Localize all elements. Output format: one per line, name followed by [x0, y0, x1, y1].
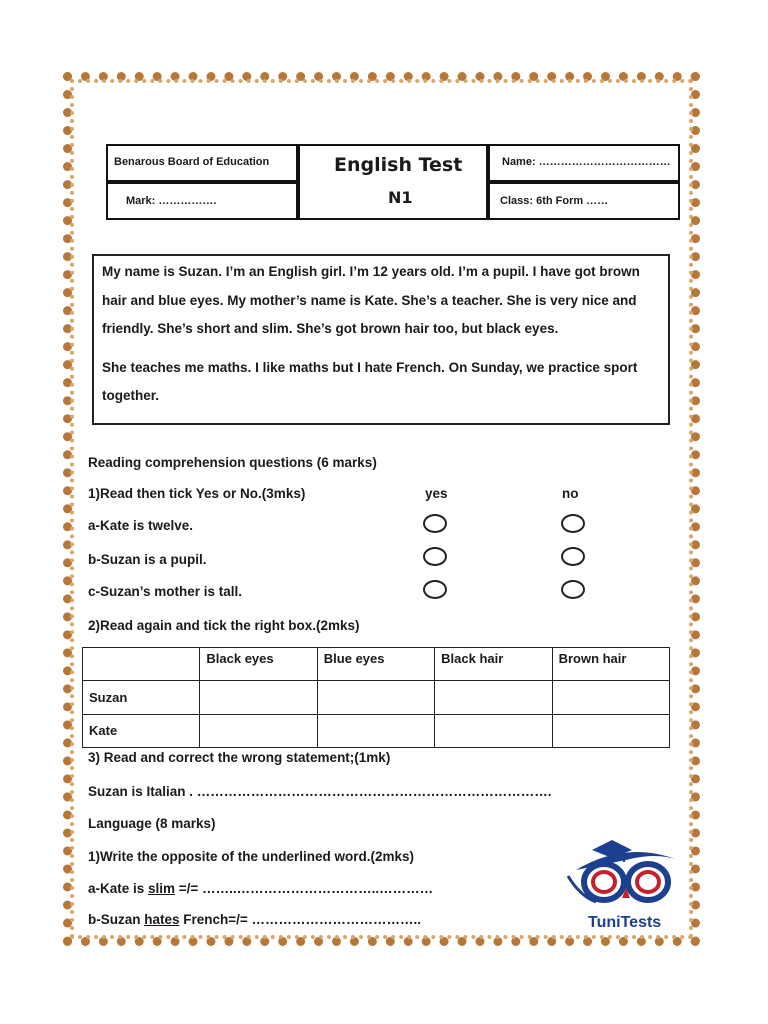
row-label: Kate — [83, 714, 200, 747]
question-1-item-a: a-Kate is twelve. — [88, 518, 194, 533]
header-board-cell — [106, 144, 298, 182]
header-name-cell — [488, 144, 680, 182]
question-3-statement[interactable]: Suzan is Italian . ……………………………………………………………………. — [88, 784, 552, 799]
header-class-cell — [488, 182, 680, 220]
header-mark-cell — [106, 182, 298, 220]
table-header-cell — [83, 648, 200, 681]
test-number: N1 — [388, 188, 413, 207]
table-header-cell: Brown hair — [552, 648, 669, 681]
test-title: English Test — [334, 154, 463, 176]
tick-box[interactable] — [317, 714, 434, 747]
no-radio-b[interactable] — [561, 547, 585, 566]
table-header-cell: Black eyes — [200, 648, 317, 681]
table-header-cell: Black hair — [435, 648, 552, 681]
board-label: Benarous Board of Education — [114, 156, 270, 168]
table-row — [83, 681, 670, 714]
owl-glasses-icon — [566, 836, 686, 916]
mark-label: Mark: ……………. — [126, 195, 217, 207]
underlined-word-slim: slim — [148, 881, 176, 896]
name-label: Name: ……………………………… — [502, 156, 671, 168]
yes-radio-c[interactable] — [423, 580, 447, 599]
language-question-1: 1)Write the opposite of the underlined word.(2mks) — [88, 849, 415, 864]
logo-text: TuniTests — [588, 914, 662, 931]
passage-paragraph-1: My name is Suzan. I’m an English girl. I’m 12 years old. I’m a pupil. I have got brown hair and blue eyes. My mother’s name is Kate. She’s a teacher. She is very nice and friendly. She’s short and slim. She’s got brown hair too, but black eyes. — [102, 264, 640, 336]
question-1-item-c: c-Suzan’s mother is tall. — [88, 584, 243, 599]
passage-paragraph-2: She teaches me maths. I like maths but I hate French. On Sunday, we practice sport together. — [102, 359, 638, 403]
yes-radio-b[interactable] — [423, 547, 447, 566]
tick-table — [82, 647, 670, 748]
header-title-cell — [298, 144, 488, 220]
language-item-a[interactable]: a-Kate is slim =/= ……..…………………………..………… — [88, 881, 434, 896]
reading-passage — [92, 254, 670, 425]
no-radio-c[interactable] — [561, 580, 585, 599]
yes-label: yes — [425, 486, 448, 501]
tick-box[interactable] — [435, 714, 552, 747]
tick-box[interactable] — [200, 714, 317, 747]
yes-radio-a[interactable] — [423, 514, 447, 533]
table-header-cell: Blue eyes — [317, 648, 434, 681]
question-1: 1)Read then tick Yes or No.(3mks) — [88, 486, 306, 501]
tick-box[interactable] — [552, 681, 669, 714]
question-1-item-b: b-Suzan is a pupil. — [88, 552, 207, 567]
underlined-word-hates: hates — [144, 912, 180, 927]
table-row — [83, 714, 670, 747]
tick-box[interactable] — [317, 681, 434, 714]
tunitests-logo — [566, 836, 686, 936]
row-label: Suzan — [83, 681, 200, 714]
tick-box[interactable] — [200, 681, 317, 714]
language-heading: Language (8 marks) — [88, 816, 216, 831]
no-label: no — [562, 486, 579, 501]
tick-box[interactable] — [552, 714, 669, 747]
table-header-row — [83, 648, 670, 681]
reading-heading: Reading comprehension questions (6 marks) — [88, 455, 377, 470]
language-item-b[interactable]: b-Suzan hates French=/= ……………………………….. — [88, 912, 422, 927]
class-label: Class: 6th Form …… — [500, 195, 609, 207]
no-radio-a[interactable] — [561, 514, 585, 533]
tick-box[interactable] — [435, 681, 552, 714]
question-2: 2)Read again and tick the right box.(2mks) — [88, 618, 360, 633]
question-3: 3) Read and correct the wrong statement;(1mk) — [88, 750, 391, 765]
